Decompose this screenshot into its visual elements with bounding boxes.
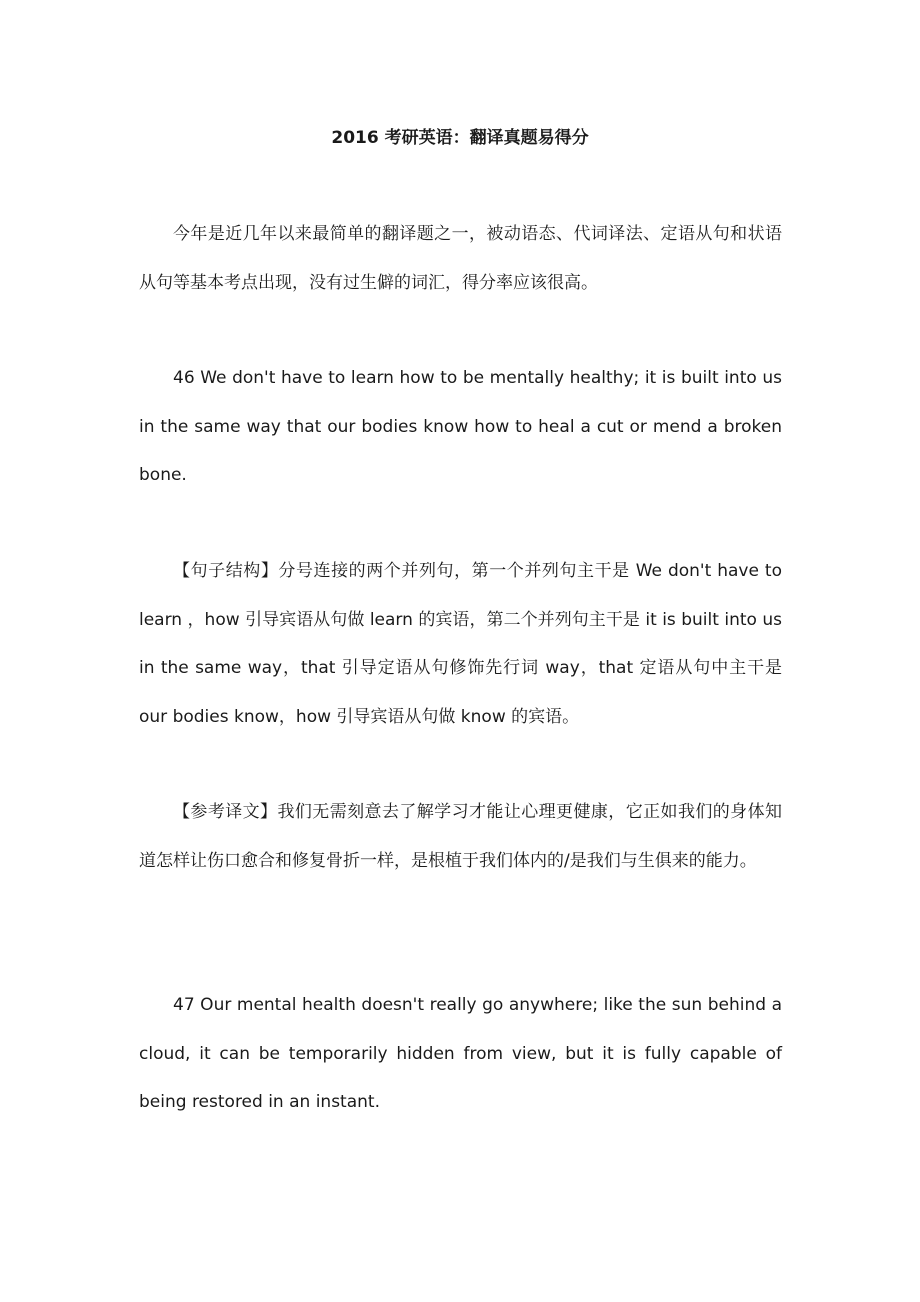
question-46-paragraph: 46 We don't have to learn how to be mentally healthy; it is built into us in the same way that our bodies know how to heal a cut or mend a broken bone. [139,368,782,485]
sentence-structure-paragraph: 【句子结构】分号连接的两个并列句，第一个并列句主干是 We don't have to learn ，how 引导宾语从句做 learn 的宾语，第二个并列句主干是 it is built into us in the same way，that 引导定语从句修饰先行词 way，that 定语从句中主干是 our bodies know，how 引导宾语从句做 know 的宾语。 [139,561,782,727]
reference-translation-paragraph: 【参考译文】我们无需刻意去了解学习才能让心理更健康，它正如我们的身体知道怎样让伤口愈合和修复骨折一样，是根植于我们体内的/是我们与生俱来的能力。 [139,802,782,871]
question-47-paragraph: 47 Our mental health doesn't really go anywhere; like the sun behind a cloud, it can be temporarily hidden from view, but it is fully capable of being restored in an instant. [139,995,782,1112]
intro-paragraph: 今年是近几年以来最简单的翻译题之一，被动语态、代词译法、定语从句和状语从句等基本考点出现，没有过生僻的词汇，得分率应该很高。 [139,224,782,293]
page-title: 2016 考研英语：翻译真题易得分 [331,128,589,148]
